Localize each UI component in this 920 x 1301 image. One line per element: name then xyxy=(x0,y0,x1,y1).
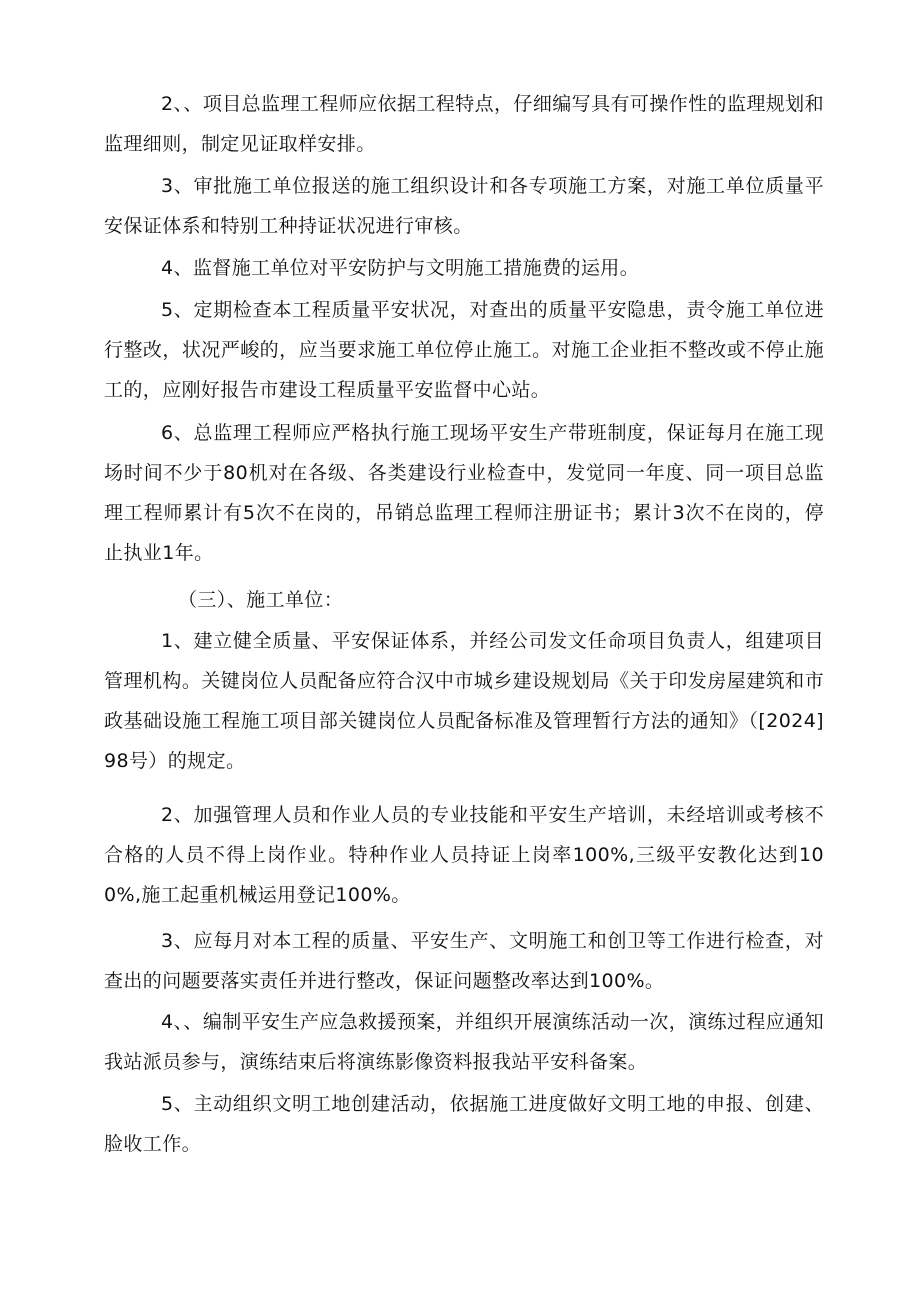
paragraph-construction-plan-review: 3、审批施工单位报送的施工组织设计和各专项施工方案，对施工单位质量平安保证体系和特别工种持证状况进行审核。 xyxy=(104,175,824,237)
paragraph-training-requirements: 2、加强管理人员和作业人员的专业技能和平安生产培训，未经培训或考核不合格的人员不得上岗作业。特种作业人员持证上岗率100%,三级平安教化达到100%,施工起重机械运用登记100%。 xyxy=(104,804,824,906)
paragraph-chief-supervisor-duty: 6、总监理工程师应严格执行施工现场平安生产带班制度，保证每月在施工现场时间不少于80机对在各级、各类建设行业检查中，发觉同一年度、同一项目总监理工程师累计有5次不在岗的，吊销总监理工程师注册证书；累计3次不在岗的，停止执业1年。 xyxy=(104,422,824,564)
paragraph-periodic-inspection: 5、定期检查本工程质量平安状况，对查出的质量平安隐患，责令施工单位进行整改，状况严峻的，应当要求施工单位停止施工。对施工企业拒不整改或不停止施工的，应刚好报告市建设工程质量平安监督中心站。 xyxy=(104,299,824,401)
paragraph-civilized-site: 5、主动组织文明工地创建活动，依据施工进度做好文明工地的申报、创建、脸收工作。 xyxy=(104,1093,824,1155)
section-heading-construction-unit: （三）、施工单位： xyxy=(178,589,344,611)
paragraph-quality-safety-system: 1、建立健全质量、平安保证体系，并经公司发文任命项目负责人，组建项目管理机构。关键岗位人员配备应符合汉中市城乡建设规划局《关于印发房屋建筑和市政基础设施工程施工项目部关键岗位人员配备标准及管理暂行方法的通知》（[2024]98号）的规定。 xyxy=(104,630,824,772)
paragraph-emergency-plan: 4、、编制平安生产应急救援预案，并组织开展演练活动一次，演练过程应通知我站派员参与，演练结束后将演练影像资料报我站平安科备案。 xyxy=(104,1011,824,1073)
paragraph-supervision-planning: 2、、项目总监理工程师应依据工程特点，仔细编写具有可操作性的监理规划和监理细则，制定见证取样安排。 xyxy=(104,93,824,155)
paragraph-monthly-inspection: 3、应每月对本工程的质量、平安生产、文明施工和创卫等工作进行检查，对查出的问题要落实责任并进行整改，保证问题整改率达到100%。 xyxy=(104,930,824,992)
paragraph-safety-cost-supervision: 4、监督施工单位对平安防护与文明施工措施费的运用。 xyxy=(161,257,640,279)
